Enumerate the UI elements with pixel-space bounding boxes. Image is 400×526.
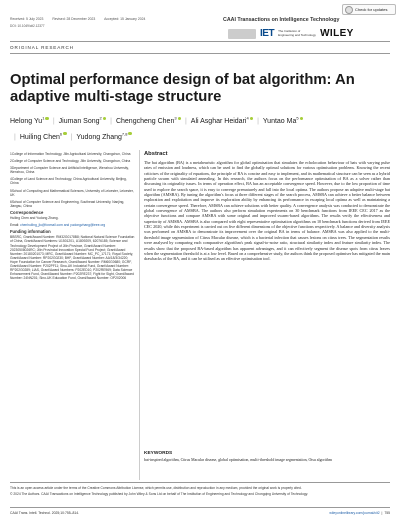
left-column (10, 152, 136, 283)
iet-logo-text: The Institution of Engineering and Technology (278, 29, 316, 37)
correspondence-heading: Correspondence (10, 209, 44, 215)
author-name[interactable]: Jiuman Song$^2$ (59, 118, 106, 125)
affiliations (10, 152, 136, 208)
author-affiliation-marker: 1 (42, 116, 45, 121)
correspondence-email (10, 223, 136, 227)
abstract-text: The bat algorithm (BA) is a metaheuristic algorithm for global optimisation that simulates the echolocation behaviour of bats with varying pulse rates of emission and loudness, which can be used to find the globally optimal solutions for various optimisation problems. Knowing the recent criticises of the originality of equations, the principle of BA is concise and easy to implement, and its mathematical structure can be seen as a hybrid particle swarm with simulated annealing. In this research, the authors focus on the performance optimisation of BA as a solver rather than discussing its originality issues. In terms of operation effect, BA has an acceptable convergence speed. However, due to the low proportion of time used to explore the search space, it is easy to converge prematurely and fall into the local optima. The authors propose an adaptive multi-stage bat algorithm (AMSBA). By tuning the algorithm's focus at three different stages of the search process, AMSBA can achieve a better balance between exploration and exploitation and improve its exploration ability by enhancing its performance in escaping local optima as well as maintaining a certain convergence speed. Therefore, AMSBA can achieve solutions with better quality. A convergence analysis was conducted to demonstrate the global convergence of AMSBA. The authors also perform simulation experiments on 30 benchmark functions from IEEE CEC 2017 as the objective functions and compare AMSBA with some original and improved swarm-based algorithms. The results verify the effectiveness and superiority of AMSBA. AMSBA is also compared with eight representative optimisation algorithms on 10 benchmark functions derived from IEEE CEC 2020, while this experiment is carried out on five different dimensions of the objective functions respectively. A balance and diversity analysis was performed on AMSBA to demonstrate its improvement over the original BA in terms of balance. AMSBA was also applied to the multi-threshold image segmentation of Citrus Macular disease, which is a bacterial infection that causes lesions on citrus trees. The segmentation results were analysed by comparing each comparative algorithm's peak signal-to-noise ratio, structural similarity index and feature similarity index. The results show that the proposed BA-based algorithm has apparent advantages, and it can effectively segment the disease spots from citrus leaves when the segmentation threshold is at a low level. Based on a comprehensive study, the authors think the proposed optimiser has mitigated the main drawbacks of the BA, and it can be utilised as an effective optimisation tool. (144, 160, 390, 262)
citation: CAAI Trans. Intell. Technol. 2025;10:755–814. (10, 511, 80, 515)
affiliation-item: 3Department of Computer Science and Artificial Intelligence, Wenzhou University, Wenzhou, China (10, 166, 129, 175)
orcid-icon[interactable] (178, 117, 181, 120)
journal-url[interactable]: wileyonlinelibrary.com/journal/cit2 (329, 511, 380, 515)
article-dates (10, 17, 153, 21)
received-date: Received: 5 July 2023 (10, 17, 44, 21)
publisher-logos (228, 28, 354, 39)
author-name[interactable]: Helong Yu$^1$ (10, 118, 49, 125)
author-affiliation-marker: 3 (174, 116, 177, 121)
wiley-logo: WILEY (320, 28, 354, 39)
email-links[interactable]: chenhuiling_jlu@foxmail.com and yudongzhang@ieee.org (20, 223, 106, 228)
license-line-2: © 2024 The Authors. CAAI Transactions on Intelligence Technology published by John Wiley & Sons Ltd on behalf of The Institution of Engineering and Technology and Chongqing University of Technology. (10, 492, 309, 497)
author-separator: | (110, 118, 112, 126)
affiliation-item: 4College of Land Science and Technology, China Agricultural University, Beijing, China (10, 177, 127, 186)
divider (10, 482, 390, 483)
page-footer: CAAI Trans. Intell. Technol. 2025;10:755–814. wileyonlinelibrary.com/journal/cit2 | 755 (10, 511, 390, 515)
affiliation-item: 2College of Computer Science and Technology, Jilin University, Changchun, China (10, 159, 131, 164)
affiliation-item: 1College of Information Technology, Jilin Agricultural University, Changchun, China (10, 152, 131, 156)
author-name[interactable]: Ali Asghar Heidari$^4$ (191, 118, 253, 125)
journal-name: CAAI Transactions on Intelligence Technology (223, 17, 340, 23)
keywords-heading: KEYWORDS (144, 451, 173, 456)
license-line-1: This is an open access article under the terms of the Creative Commons Attribution License, which permits use, distribution and reproduction in any medium, provided the original work is properly cited. (10, 486, 302, 490)
orcid-icon[interactable] (103, 117, 106, 120)
author-list (10, 113, 310, 144)
abstract-heading: Abstract (144, 151, 168, 157)
author-affiliation-marker: 5 (296, 116, 299, 121)
author-name[interactable]: Chengcheng Chen$^3$ (116, 118, 181, 125)
author-name[interactable]: Yuntao Ma$^5$ (263, 118, 303, 125)
keywords-text: bat-inspired algorithm, Citrus Macular disease, global optimisation, multi-threshold image segmentation, Otsu algorithm (144, 458, 332, 462)
caai-logo-icon (228, 29, 256, 39)
divider (10, 53, 390, 54)
article-type: ORIGINAL RESEARCH (10, 45, 74, 50)
check-updates-label: Check for updates (355, 7, 388, 12)
author-separator: | (70, 133, 73, 141)
doi[interactable]: DOI: 10.1049/cit2.12377 (10, 24, 45, 28)
orcid-icon[interactable] (45, 117, 48, 120)
orcid-icon[interactable] (250, 117, 253, 120)
license-block (10, 486, 390, 496)
page-number: 755 (384, 511, 390, 515)
author-separator: | (257, 118, 259, 126)
email-label: Email: (10, 223, 20, 228)
divider (10, 41, 390, 42)
orcid-icon[interactable] (128, 132, 131, 135)
iet-logo: IET (260, 28, 275, 39)
affiliation-item: 6School of Computer Science and Engineering, Southeast University, Nanjing, Jiangsu, China (10, 199, 125, 208)
correspondence-names: Huiling Chen and Yudong Zhang. (10, 216, 59, 221)
funding-text: BBSRC, Grant/Award Number: RM32G0178B8; National Natural Science Foundation of China, Grant/Award Numbers: U1501201, U1809209, 62076185; Science and Technology Development Project of Jilin Province, Grant/Award Number: 20230508026RC; Jilin Provincial Innovation Special Fund Project; Grant/Award Number: 20180201073; MRC, Grant/Award Number: MC_PC_17171; Royal Society, Grant/Award Number: RP202G0230; BHF, Grant/Award Number: AA/18/3/34220; Hope Foundation for Cancer Research, Grant/Award Number: RM60G0680; GCRF, Grant/Award Number: P202PF11; Sino-UK Industrial Fund, Grant/Award Number: RP202G0289; LIAS, Grant/Award Numbers: P202ED10, P202RE969; Data Science Enhancement Fund, Grant/Award Number: P202RE237; Fight for Sight, Grant/Award Number: 24NN201; Sino-UK Education Fund, Grant/Award Number: OP202006 (10, 235, 135, 281)
author-name[interactable]: Yudong Zhang$^{7,8}$ (76, 134, 132, 141)
author-separator: | (14, 133, 16, 141)
orcid-icon[interactable] (63, 132, 66, 135)
author-separator: | (184, 118, 187, 126)
divider (10, 507, 390, 508)
revised-date: Revised: 28 December 2023 (52, 17, 96, 21)
author-affiliation-marker: 6 (59, 131, 63, 137)
author-name[interactable]: Huiling Chen$^6$ (20, 134, 67, 141)
author-affiliation-marker: 7,8 (121, 131, 128, 137)
author-affiliation-marker: 2 (99, 116, 102, 121)
accepted-date: Accepted: 15 January 2024 (104, 17, 146, 21)
funding-heading: Funding information (10, 229, 51, 235)
author-separator: | (52, 118, 55, 126)
check-updates-button[interactable] (342, 4, 396, 15)
refresh-icon (345, 6, 353, 14)
affiliation-item: 5School of Computing and Mathematical Sciences, University of Leicester, Leicester, UK (10, 188, 134, 197)
orcid-icon[interactable] (300, 117, 303, 120)
author-affiliation-marker: 4 (246, 116, 249, 121)
column-divider (139, 150, 140, 480)
paper-title: Optimal performance design of bat algorithm: An adaptive multi-stage structure (10, 72, 355, 105)
